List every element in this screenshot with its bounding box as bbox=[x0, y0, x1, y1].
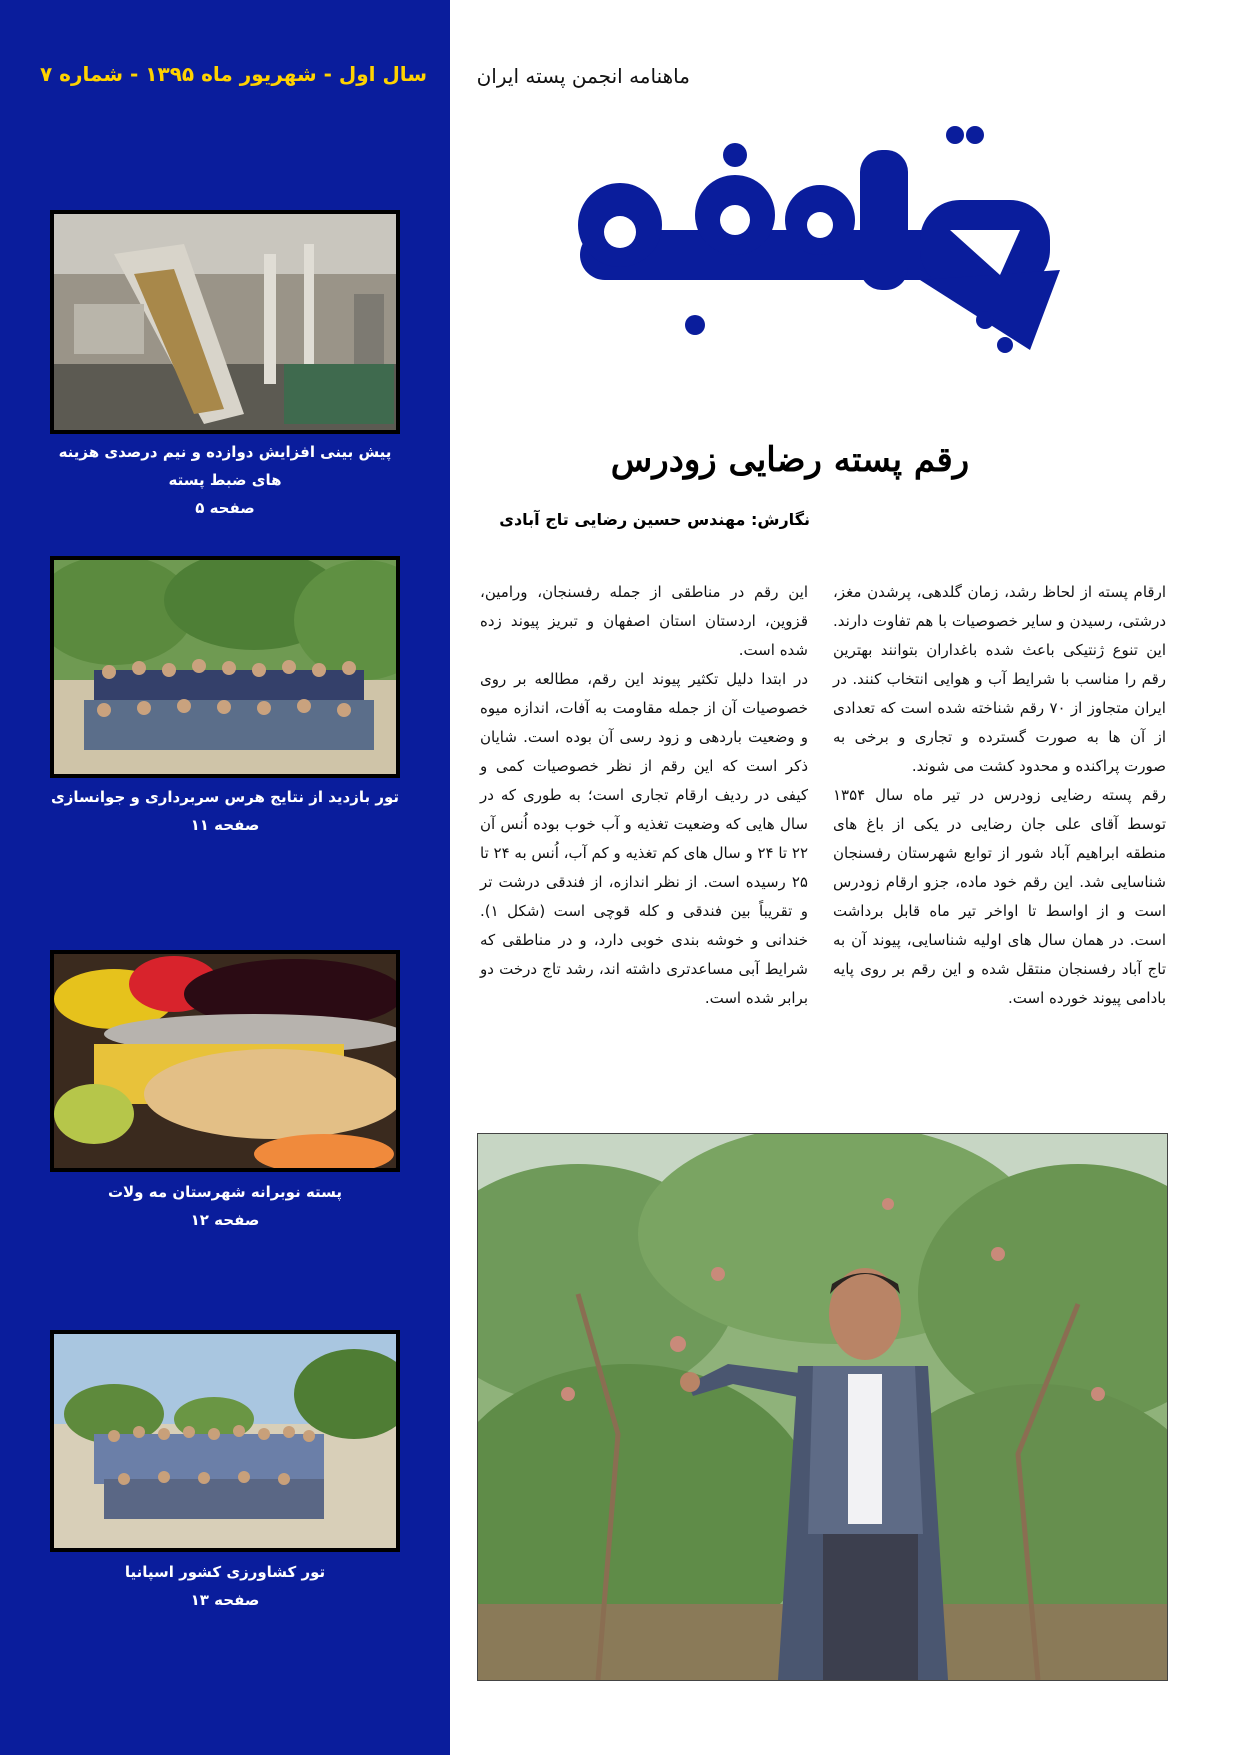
teaser-page-4: صفحه ۱۳ bbox=[190, 1591, 260, 1609]
teaser-page-1: صفحه ۵ bbox=[195, 499, 255, 517]
teaser-caption-2[interactable] bbox=[48, 783, 402, 839]
article-photo-orchard[interactable] bbox=[477, 1133, 1168, 1681]
teaser-title-1: پیش بینی افزایش دوازده و نیم درصدی هزینه های ضبط پسته bbox=[58, 443, 392, 489]
teaser-title-4: تور کشاورزی کشور اسپانیا bbox=[124, 1563, 326, 1581]
teaser-title-2: تور بازدید از نتایج هرس سربرداری و جوانسازی bbox=[50, 788, 400, 806]
teaser-caption-4[interactable] bbox=[48, 1558, 402, 1614]
teaser-photo-pruning-tour[interactable] bbox=[50, 556, 400, 778]
paragraph: رقم پسته رضایی زودرس در تیر ماه سال ۱۳۵۴ توسط آقای علی جان رضایی در یکی از باغ های منطقه ابراهیم آباد شور از توابع شهرستان رفسنجان شناسایی شد. این رقم خود ماده، جزو ارقام زودرس است و از اواسط تا اواخر تیر ماه قابل برداشت است. در همان سال های اولیه شناسایی، پیوند آن به تاج آباد رفسنجان منتقل شده و این رقم بر روی پایه بادامی پیوند خورده است. bbox=[833, 786, 1166, 1007]
article-column-right bbox=[833, 578, 1166, 1013]
teaser-photo-spain-tour[interactable] bbox=[50, 1330, 400, 1552]
article-column-left bbox=[480, 578, 808, 1013]
paragraph: در ابتدا دلیل تکثیر پیوند این رقم، مطالعه بر روی خصوصیات آن از جمله مقاومت به آفات، اندازه میوه و وضعیت باردهی و زود رسی آن بوده است. شایان ذکر است که این رقم از نظر خصوصیات کمی و کیفی در ردیف ارقام تجاری است؛ به طوری که در سال هایی که وضعیت تغذیه و آب خوب بوده اُنس آن ۲۲ تا ۲۴ و سال های کم تغذیه و کم آب، اُنس به ۲۴ تا ۲۵ رسیده است. از نظر اندازه، از فندقی درشت تر و تقریباً بین فندقی و کله قوچی است (شکل ۱). خندانی و خوشه بندی خوبی دارد، و در مناطقی که شرایط آبی مساعدتری داشته اند، رشد تاج درخت دو برابر شده است. bbox=[480, 670, 809, 1007]
teaser-caption-1[interactable] bbox=[48, 438, 402, 522]
teaser-photo-fresh-pistachio[interactable] bbox=[50, 950, 400, 1172]
paragraph: ارقام پسته از لحاظ رشد، زمان گلدهی، پرشدن مغز، درشتی، رسیدن و سایر خصوصیات با هم تفاوت دارند. این تنوع ژنتیکی باعث شده باغداران بتوانند بهترین رقم را مناسب با شرایط آب و هوایی انتخاب کنند. در ایران متجاوز از ۷۰ رقم شناخته شده است که تعدادی از آن ها به صورت گسترده و تجاری و برخی به صورت پراکنده و محدود کشت می شوند. bbox=[833, 583, 1166, 775]
article-title: رقم پسته رضایی زودرس bbox=[610, 440, 970, 480]
teaser-title-3: پسته نوبرانه شهرستان مه ولات bbox=[107, 1183, 343, 1201]
issue-info: سال اول - شهریور ماه ۱۳۹۵ - شماره ۷ bbox=[39, 62, 427, 86]
article-byline: نگارش: مهندس حسین رضایی تاج آبادی bbox=[499, 510, 810, 529]
publisher-line: ماهنامه انجمن پسته ایران bbox=[476, 64, 690, 88]
teaser-page-3: صفحه ۱۲ bbox=[190, 1211, 260, 1229]
magazine-logo bbox=[560, 120, 1120, 360]
teaser-photo-processing-plant[interactable] bbox=[50, 210, 400, 434]
teaser-page-2: صفحه ۱۱ bbox=[190, 816, 260, 834]
teaser-caption-3[interactable] bbox=[48, 1178, 402, 1234]
paragraph: این رقم در مناطقی از جمله رفسنجان، ورامین، قزوین، اردستان استان اصفهان و تبریز پیوند زده شده است. bbox=[480, 583, 808, 659]
